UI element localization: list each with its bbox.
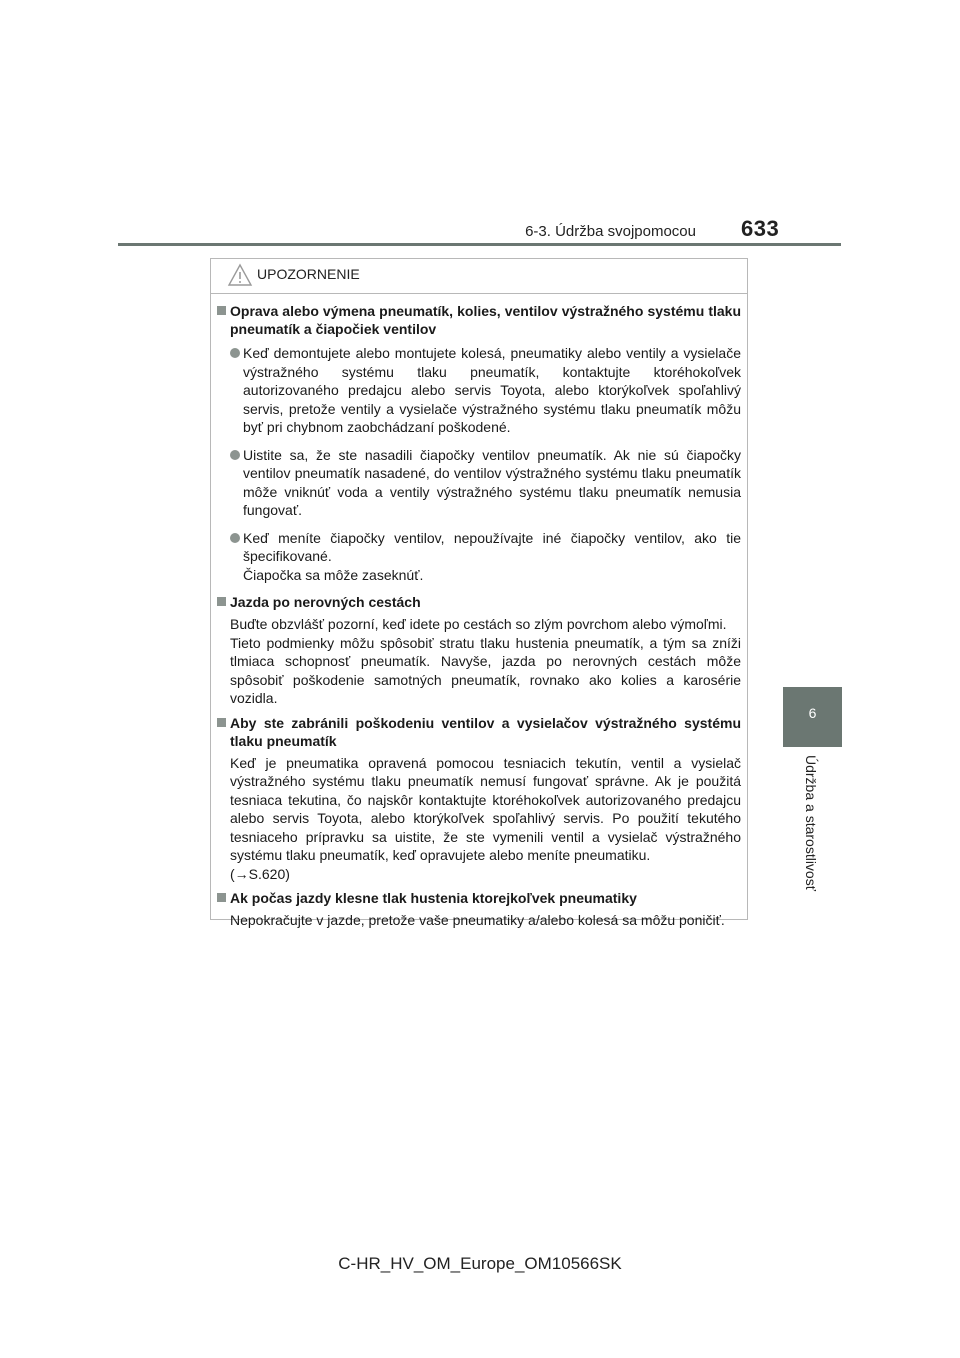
chapter-number: 6 (808, 705, 817, 721)
list-item (230, 344, 741, 437)
section-paragraph (230, 615, 741, 708)
chapter-label: Údržba a starostlivosť (803, 755, 819, 891)
warning-label: UPOZORNENIE (257, 266, 360, 282)
paragraph-line: Keď je pneumatika opravená pomocou tesniacich tekutín, ventil a vysielač výstražného systému tlaku pneumatík nemusí fungovať správne. Ak je použitá tesniaca tekutina, čo najskôr kontaktujte ktoréhokoľvek autorizovaného predajcu alebo servis Toyota, alebo ktorýkoľvek spoľahlivý servis. Po použití tekutého tesniaceho prípravku sa uistite, že ste vymenili ventil a vysielač výstražného systému tlaku pneumatík, keď opravujete alebo meníte pneumatiku. (230, 754, 741, 863)
page-reference: (→S.620) (230, 865, 290, 882)
bullet-list (230, 344, 741, 584)
warning-section (217, 593, 741, 708)
warning-header (211, 259, 747, 294)
list-item-text: Keď meníte čiapočky ventilov, nepoužívajte iné čiapočky ventilov, ako tie špecifikované. (243, 529, 741, 564)
warning-box (210, 258, 748, 928)
round-bullet-icon (230, 450, 240, 460)
square-bullet-icon (217, 597, 226, 606)
section-heading: Ak počas jazdy klesne tlak hustenia ktorejkoľvek pneumatiky (230, 890, 637, 906)
paragraph-line: Tieto podmienky môžu spôsobiť stratu tlaku hustenia pneumatík, a tým sa zníži tlmiaca schopnosť pneumatík. Navyše, jazda po nerovných cestách môže spôsobiť poškodenie samotných pneumatík, rovnako ako kolies a karosérie vozidla. (230, 634, 741, 706)
section-heading: Jazda po nerovných cestách (230, 594, 421, 610)
warning-section (217, 302, 741, 584)
section-paragraph (230, 754, 741, 884)
round-bullet-icon (230, 533, 240, 543)
list-item-text: Čiapočka sa môže zaseknúť. (243, 566, 424, 583)
list-item (230, 446, 741, 520)
round-bullet-icon (230, 348, 240, 358)
page-header (0, 0, 960, 250)
chapter-label-area (783, 747, 842, 937)
paragraph-line: Nepokračujte v jazde, pretože vaše pneumatiky a/alebo kolesá sa môžu poničiť. (230, 912, 725, 928)
list-item (230, 529, 741, 585)
document-code: C-HR_HV_OM_Europe_OM10566SK (338, 1254, 622, 1273)
square-bullet-icon (217, 306, 226, 315)
list-item-text: Keď demontujete alebo montujete kolesá, pneumatiky alebo ventily a vysielače výstražného systému tlaku pneumatík, kontaktujte ktoréhokoľvek autorizovaného predajcu alebo servis Toyota, alebo ktorýkoľvek spoľahlivý servis, pretože ventily a vysielače výstražného systému tlaku pneumatík môžu byť pri chybnom zaobchádzaní poškodené. (243, 345, 741, 435)
section-paragraph (230, 911, 741, 930)
square-bullet-icon (217, 718, 226, 727)
warning-body (211, 294, 747, 930)
page-number: 633 (741, 216, 780, 241)
warning-triangle-icon (227, 263, 253, 287)
chapter-tab (783, 687, 842, 747)
warning-section (217, 889, 741, 930)
list-item-text: Uistite sa, že ste nasadili čiapočky ventilov pneumatík. Ak nie sú čiapočky ventilov pneumatík nasadené, do ventilov výstražného systému tlaku pneumatík môže vniknúť voda a ventily výstražného systému tlaku pneumatík nemusia fungovať. (243, 446, 741, 518)
square-bullet-icon (217, 893, 226, 902)
paragraph-line: Buďte obzvlášť pozorní, keď idete po cestách so zlým povrchom alebo výmoľmi. (230, 616, 727, 632)
warning-section (217, 714, 741, 884)
header-rule (118, 243, 841, 246)
section-title: 6-3. Údržba svojpomocou (525, 223, 696, 240)
section-heading: Oprava alebo výmena pneumatík, kolies, ventilov výstražného systému tlaku pneumatík a čiapočiek ventilov (230, 303, 741, 337)
section-heading: Aby ste zabránili poškodeniu ventilov a vysielačov výstražného systému tlaku pneumatík (230, 714, 741, 749)
